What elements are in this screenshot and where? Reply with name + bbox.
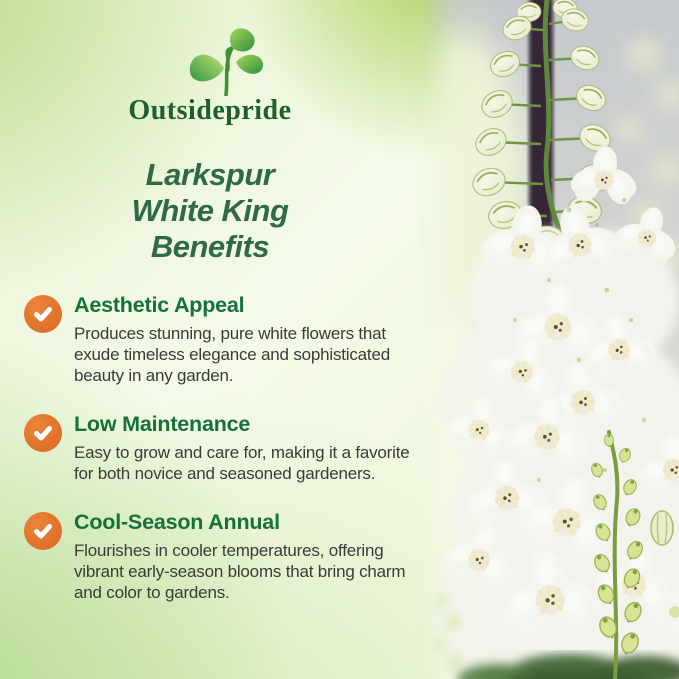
benefit-text (74, 510, 420, 603)
benefit-description: Easy to grow and care for, making it a favorite for both novice and seasoned gardeners. (74, 443, 410, 484)
title-line-1: Larkspur (145, 157, 275, 192)
benefit-text (74, 293, 420, 386)
benefit-heading: Cool-Season Annual (74, 510, 280, 535)
benefit-item-aesthetic-appeal (0, 293, 420, 386)
brand-header (0, 26, 420, 127)
page-title (0, 157, 420, 265)
benefits-list (0, 293, 420, 604)
benefit-item-low-maintenance (0, 412, 420, 484)
title-line-3: Benefits (150, 228, 270, 264)
benefit-heading: Low Maintenance (74, 412, 251, 437)
check-icon (24, 414, 62, 452)
benefit-description: Flourishes in cooler temperatures, offering vibrant early-season blooms that bring charm and color to gardens. (74, 541, 406, 603)
check-icon (24, 512, 62, 550)
benefit-item-cool-season-annual (0, 510, 420, 603)
benefit-heading: Aesthetic Appeal (74, 292, 245, 317)
benefit-text (74, 412, 420, 484)
sprout-leaves-icon (184, 26, 268, 101)
larkspur-white-flower-photo (419, 0, 679, 679)
title-line-2: White King (131, 192, 289, 228)
check-icon (24, 295, 62, 333)
benefit-description: Produces stunning, pure white flowers that exude timeless elegance and sophisticated beauty in any garden. (74, 323, 390, 386)
brand-name: Outsidepride (128, 95, 292, 126)
